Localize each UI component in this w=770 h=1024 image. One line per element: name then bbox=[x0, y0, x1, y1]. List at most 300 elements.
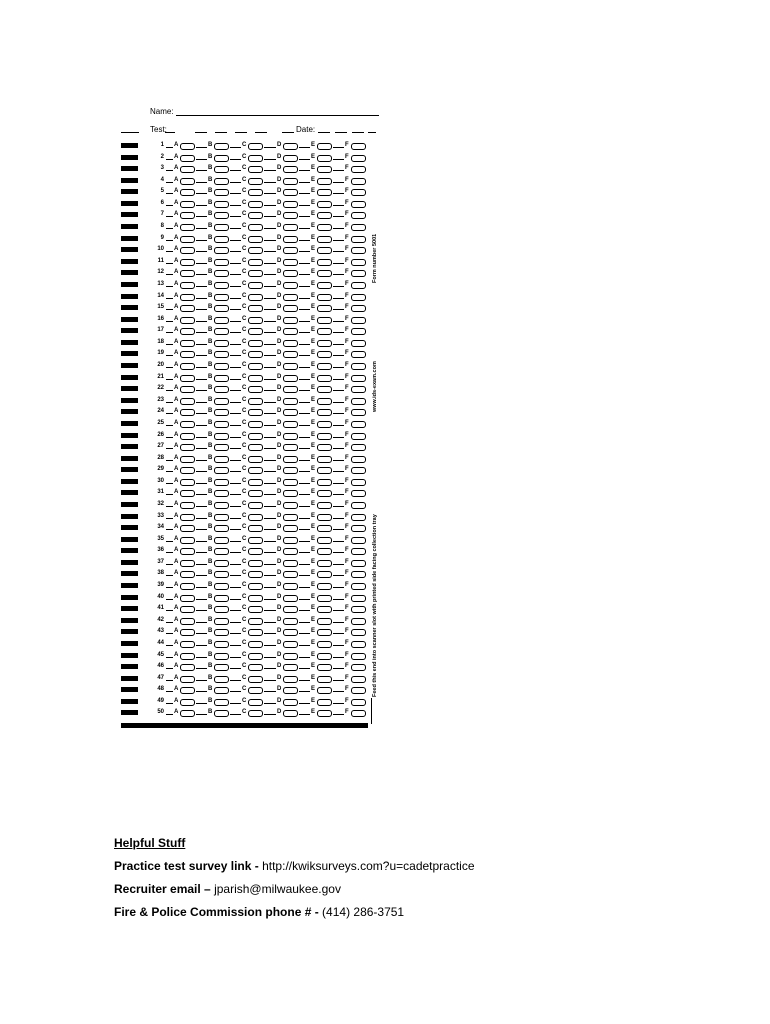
answer-bubble-e[interactable] bbox=[317, 595, 332, 602]
answer-bubble-b[interactable] bbox=[214, 363, 229, 370]
answer-bubble-b[interactable] bbox=[214, 351, 229, 358]
answer-bubble-a[interactable] bbox=[180, 212, 195, 219]
answer-bubble-b[interactable] bbox=[214, 340, 229, 347]
answer-bubble-e[interactable] bbox=[317, 386, 332, 393]
answer-bubble-a[interactable] bbox=[180, 305, 195, 312]
answer-bubble-f[interactable] bbox=[351, 166, 366, 173]
answer-bubble-b[interactable] bbox=[214, 571, 229, 578]
answer-bubble-c[interactable] bbox=[248, 247, 263, 254]
answer-bubble-a[interactable] bbox=[180, 537, 195, 544]
answer-bubble-a[interactable] bbox=[180, 676, 195, 683]
answer-bubble-f[interactable] bbox=[351, 456, 366, 463]
answer-bubble-c[interactable] bbox=[248, 282, 263, 289]
answer-bubble-b[interactable] bbox=[214, 270, 229, 277]
answer-bubble-f[interactable] bbox=[351, 467, 366, 474]
answer-bubble-d[interactable] bbox=[283, 537, 298, 544]
answer-bubble-a[interactable] bbox=[180, 294, 195, 301]
answer-bubble-d[interactable] bbox=[283, 236, 298, 243]
answer-bubble-d[interactable] bbox=[283, 294, 298, 301]
answer-bubble-a[interactable] bbox=[180, 479, 195, 486]
answer-bubble-f[interactable] bbox=[351, 676, 366, 683]
answer-bubble-c[interactable] bbox=[248, 444, 263, 451]
answer-bubble-b[interactable] bbox=[214, 606, 229, 613]
answer-bubble-a[interactable] bbox=[180, 595, 195, 602]
answer-bubble-b[interactable] bbox=[214, 259, 229, 266]
answer-bubble-c[interactable] bbox=[248, 155, 263, 162]
answer-bubble-d[interactable] bbox=[283, 305, 298, 312]
answer-bubble-e[interactable] bbox=[317, 351, 332, 358]
answer-bubble-d[interactable] bbox=[283, 479, 298, 486]
answer-bubble-e[interactable] bbox=[317, 305, 332, 312]
answer-bubble-c[interactable] bbox=[248, 178, 263, 185]
answer-bubble-e[interactable] bbox=[317, 699, 332, 706]
answer-bubble-c[interactable] bbox=[248, 571, 263, 578]
answer-bubble-e[interactable] bbox=[317, 687, 332, 694]
answer-bubble-f[interactable] bbox=[351, 351, 366, 358]
answer-bubble-b[interactable] bbox=[214, 236, 229, 243]
answer-bubble-f[interactable] bbox=[351, 525, 366, 532]
answer-bubble-b[interactable] bbox=[214, 398, 229, 405]
answer-bubble-e[interactable] bbox=[317, 375, 332, 382]
answer-bubble-e[interactable] bbox=[317, 363, 332, 370]
answer-bubble-d[interactable] bbox=[283, 201, 298, 208]
answer-bubble-c[interactable] bbox=[248, 328, 263, 335]
answer-bubble-c[interactable] bbox=[248, 676, 263, 683]
answer-bubble-d[interactable] bbox=[283, 548, 298, 555]
answer-bubble-a[interactable] bbox=[180, 328, 195, 335]
answer-bubble-f[interactable] bbox=[351, 386, 366, 393]
answer-bubble-d[interactable] bbox=[283, 282, 298, 289]
answer-bubble-d[interactable] bbox=[283, 664, 298, 671]
answer-bubble-e[interactable] bbox=[317, 571, 332, 578]
answer-bubble-b[interactable] bbox=[214, 664, 229, 671]
answer-bubble-d[interactable] bbox=[283, 653, 298, 660]
answer-bubble-f[interactable] bbox=[351, 687, 366, 694]
answer-bubble-c[interactable] bbox=[248, 560, 263, 567]
answer-bubble-c[interactable] bbox=[248, 687, 263, 694]
answer-bubble-a[interactable] bbox=[180, 618, 195, 625]
answer-bubble-a[interactable] bbox=[180, 178, 195, 185]
answer-bubble-a[interactable] bbox=[180, 224, 195, 231]
answer-bubble-f[interactable] bbox=[351, 433, 366, 440]
answer-bubble-d[interactable] bbox=[283, 375, 298, 382]
answer-bubble-f[interactable] bbox=[351, 490, 366, 497]
answer-bubble-f[interactable] bbox=[351, 537, 366, 544]
answer-bubble-f[interactable] bbox=[351, 178, 366, 185]
answer-bubble-c[interactable] bbox=[248, 224, 263, 231]
answer-bubble-d[interactable] bbox=[283, 143, 298, 150]
answer-bubble-b[interactable] bbox=[214, 548, 229, 555]
answer-bubble-b[interactable] bbox=[214, 201, 229, 208]
answer-bubble-e[interactable] bbox=[317, 433, 332, 440]
answer-bubble-b[interactable] bbox=[214, 421, 229, 428]
answer-bubble-f[interactable] bbox=[351, 595, 366, 602]
answer-bubble-c[interactable] bbox=[248, 433, 263, 440]
answer-bubble-b[interactable] bbox=[214, 305, 229, 312]
answer-bubble-d[interactable] bbox=[283, 514, 298, 521]
answer-bubble-b[interactable] bbox=[214, 317, 229, 324]
answer-bubble-a[interactable] bbox=[180, 641, 195, 648]
answer-bubble-a[interactable] bbox=[180, 247, 195, 254]
answer-bubble-d[interactable] bbox=[283, 398, 298, 405]
answer-bubble-e[interactable] bbox=[317, 224, 332, 231]
answer-bubble-a[interactable] bbox=[180, 687, 195, 694]
answer-bubble-c[interactable] bbox=[248, 421, 263, 428]
answer-bubble-a[interactable] bbox=[180, 629, 195, 636]
answer-bubble-c[interactable] bbox=[248, 398, 263, 405]
answer-bubble-c[interactable] bbox=[248, 664, 263, 671]
answer-bubble-c[interactable] bbox=[248, 699, 263, 706]
answer-bubble-d[interactable] bbox=[283, 456, 298, 463]
recruiter-email[interactable]: jparish@milwaukee.gov bbox=[214, 882, 341, 896]
answer-bubble-c[interactable] bbox=[248, 166, 263, 173]
answer-bubble-d[interactable] bbox=[283, 676, 298, 683]
answer-bubble-d[interactable] bbox=[283, 328, 298, 335]
answer-bubble-f[interactable] bbox=[351, 201, 366, 208]
answer-bubble-c[interactable] bbox=[248, 606, 263, 613]
answer-bubble-a[interactable] bbox=[180, 490, 195, 497]
answer-bubble-a[interactable] bbox=[180, 143, 195, 150]
answer-bubble-f[interactable] bbox=[351, 629, 366, 636]
answer-bubble-f[interactable] bbox=[351, 328, 366, 335]
answer-bubble-e[interactable] bbox=[317, 514, 332, 521]
answer-bubble-b[interactable] bbox=[214, 294, 229, 301]
answer-bubble-d[interactable] bbox=[283, 629, 298, 636]
answer-bubble-e[interactable] bbox=[317, 629, 332, 636]
answer-bubble-e[interactable] bbox=[317, 189, 332, 196]
answer-bubble-f[interactable] bbox=[351, 282, 366, 289]
answer-bubble-c[interactable] bbox=[248, 456, 263, 463]
answer-bubble-a[interactable] bbox=[180, 375, 195, 382]
answer-bubble-d[interactable] bbox=[283, 444, 298, 451]
answer-bubble-d[interactable] bbox=[283, 490, 298, 497]
answer-bubble-f[interactable] bbox=[351, 363, 366, 370]
answer-bubble-d[interactable] bbox=[283, 560, 298, 567]
answer-bubble-b[interactable] bbox=[214, 247, 229, 254]
answer-bubble-e[interactable] bbox=[317, 340, 332, 347]
answer-bubble-f[interactable] bbox=[351, 317, 366, 324]
answer-bubble-e[interactable] bbox=[317, 282, 332, 289]
answer-bubble-f[interactable] bbox=[351, 247, 366, 254]
answer-bubble-d[interactable] bbox=[283, 317, 298, 324]
answer-bubble-f[interactable] bbox=[351, 189, 366, 196]
answer-bubble-b[interactable] bbox=[214, 710, 229, 717]
answer-bubble-f[interactable] bbox=[351, 548, 366, 555]
answer-bubble-b[interactable] bbox=[214, 676, 229, 683]
answer-bubble-f[interactable] bbox=[351, 514, 366, 521]
answer-bubble-a[interactable] bbox=[180, 467, 195, 474]
answer-bubble-f[interactable] bbox=[351, 479, 366, 486]
answer-bubble-a[interactable] bbox=[180, 502, 195, 509]
answer-bubble-f[interactable] bbox=[351, 710, 366, 717]
answer-bubble-a[interactable] bbox=[180, 351, 195, 358]
answer-bubble-c[interactable] bbox=[248, 375, 263, 382]
answer-bubble-f[interactable] bbox=[351, 502, 366, 509]
answer-bubble-f[interactable] bbox=[351, 143, 366, 150]
answer-bubble-c[interactable] bbox=[248, 653, 263, 660]
answer-bubble-b[interactable] bbox=[214, 537, 229, 544]
answer-bubble-a[interactable] bbox=[180, 444, 195, 451]
answer-bubble-e[interactable] bbox=[317, 409, 332, 416]
answer-bubble-c[interactable] bbox=[248, 595, 263, 602]
answer-bubble-c[interactable] bbox=[248, 490, 263, 497]
answer-bubble-d[interactable] bbox=[283, 259, 298, 266]
answer-bubble-f[interactable] bbox=[351, 236, 366, 243]
answer-bubble-b[interactable] bbox=[214, 143, 229, 150]
answer-bubble-c[interactable] bbox=[248, 270, 263, 277]
answer-bubble-c[interactable] bbox=[248, 537, 263, 544]
answer-bubble-a[interactable] bbox=[180, 514, 195, 521]
answer-bubble-b[interactable] bbox=[214, 386, 229, 393]
answer-bubble-a[interactable] bbox=[180, 433, 195, 440]
answer-bubble-b[interactable] bbox=[214, 178, 229, 185]
answer-bubble-b[interactable] bbox=[214, 456, 229, 463]
answer-bubble-c[interactable] bbox=[248, 618, 263, 625]
answer-bubble-b[interactable] bbox=[214, 629, 229, 636]
answer-bubble-f[interactable] bbox=[351, 641, 366, 648]
answer-bubble-c[interactable] bbox=[248, 143, 263, 150]
answer-bubble-a[interactable] bbox=[180, 583, 195, 590]
answer-bubble-a[interactable] bbox=[180, 456, 195, 463]
answer-bubble-a[interactable] bbox=[180, 386, 195, 393]
answer-bubble-f[interactable] bbox=[351, 270, 366, 277]
answer-bubble-b[interactable] bbox=[214, 375, 229, 382]
answer-bubble-c[interactable] bbox=[248, 317, 263, 324]
answer-bubble-e[interactable] bbox=[317, 421, 332, 428]
answer-bubble-f[interactable] bbox=[351, 259, 366, 266]
answer-bubble-d[interactable] bbox=[283, 502, 298, 509]
answer-bubble-f[interactable] bbox=[351, 699, 366, 706]
answer-bubble-f[interactable] bbox=[351, 305, 366, 312]
answer-bubble-f[interactable] bbox=[351, 606, 366, 613]
answer-bubble-b[interactable] bbox=[214, 490, 229, 497]
answer-bubble-d[interactable] bbox=[283, 189, 298, 196]
answer-bubble-c[interactable] bbox=[248, 212, 263, 219]
answer-bubble-b[interactable] bbox=[214, 583, 229, 590]
answer-bubble-e[interactable] bbox=[317, 201, 332, 208]
answer-bubble-c[interactable] bbox=[248, 236, 263, 243]
answer-bubble-b[interactable] bbox=[214, 479, 229, 486]
answer-bubble-a[interactable] bbox=[180, 653, 195, 660]
answer-bubble-e[interactable] bbox=[317, 467, 332, 474]
answer-bubble-d[interactable] bbox=[283, 247, 298, 254]
answer-bubble-c[interactable] bbox=[248, 363, 263, 370]
answer-bubble-a[interactable] bbox=[180, 699, 195, 706]
answer-bubble-d[interactable] bbox=[283, 421, 298, 428]
answer-bubble-e[interactable] bbox=[317, 676, 332, 683]
answer-bubble-c[interactable] bbox=[248, 259, 263, 266]
answer-bubble-a[interactable] bbox=[180, 236, 195, 243]
answer-bubble-e[interactable] bbox=[317, 247, 332, 254]
answer-bubble-d[interactable] bbox=[283, 363, 298, 370]
answer-bubble-f[interactable] bbox=[351, 155, 366, 162]
answer-bubble-e[interactable] bbox=[317, 259, 332, 266]
answer-bubble-c[interactable] bbox=[248, 340, 263, 347]
answer-bubble-c[interactable] bbox=[248, 294, 263, 301]
answer-bubble-c[interactable] bbox=[248, 641, 263, 648]
answer-bubble-a[interactable] bbox=[180, 363, 195, 370]
answer-bubble-b[interactable] bbox=[214, 166, 229, 173]
answer-bubble-b[interactable] bbox=[214, 641, 229, 648]
answer-bubble-a[interactable] bbox=[180, 560, 195, 567]
answer-bubble-d[interactable] bbox=[283, 386, 298, 393]
answer-bubble-a[interactable] bbox=[180, 571, 195, 578]
answer-bubble-f[interactable] bbox=[351, 664, 366, 671]
answer-bubble-b[interactable] bbox=[214, 212, 229, 219]
answer-bubble-d[interactable] bbox=[283, 525, 298, 532]
answer-bubble-e[interactable] bbox=[317, 653, 332, 660]
answer-bubble-f[interactable] bbox=[351, 409, 366, 416]
answer-bubble-f[interactable] bbox=[351, 560, 366, 567]
answer-bubble-a[interactable] bbox=[180, 664, 195, 671]
answer-bubble-c[interactable] bbox=[248, 502, 263, 509]
answer-bubble-d[interactable] bbox=[283, 270, 298, 277]
answer-bubble-d[interactable] bbox=[283, 583, 298, 590]
answer-bubble-b[interactable] bbox=[214, 653, 229, 660]
answer-bubble-f[interactable] bbox=[351, 375, 366, 382]
answer-bubble-e[interactable] bbox=[317, 328, 332, 335]
answer-bubble-e[interactable] bbox=[317, 398, 332, 405]
answer-bubble-f[interactable] bbox=[351, 421, 366, 428]
answer-bubble-e[interactable] bbox=[317, 525, 332, 532]
answer-bubble-d[interactable] bbox=[283, 687, 298, 694]
answer-bubble-a[interactable] bbox=[180, 189, 195, 196]
answer-bubble-f[interactable] bbox=[351, 571, 366, 578]
answer-bubble-b[interactable] bbox=[214, 189, 229, 196]
answer-bubble-c[interactable] bbox=[248, 201, 263, 208]
answer-bubble-a[interactable] bbox=[180, 166, 195, 173]
answer-bubble-e[interactable] bbox=[317, 710, 332, 717]
answer-bubble-b[interactable] bbox=[214, 409, 229, 416]
answer-bubble-b[interactable] bbox=[214, 224, 229, 231]
answer-bubble-e[interactable] bbox=[317, 178, 332, 185]
answer-bubble-c[interactable] bbox=[248, 629, 263, 636]
answer-bubble-d[interactable] bbox=[283, 351, 298, 358]
answer-bubble-b[interactable] bbox=[214, 618, 229, 625]
answer-bubble-e[interactable] bbox=[317, 456, 332, 463]
answer-bubble-e[interactable] bbox=[317, 212, 332, 219]
answer-bubble-a[interactable] bbox=[180, 340, 195, 347]
answer-bubble-f[interactable] bbox=[351, 212, 366, 219]
answer-bubble-f[interactable] bbox=[351, 444, 366, 451]
answer-bubble-e[interactable] bbox=[317, 166, 332, 173]
answer-bubble-f[interactable] bbox=[351, 583, 366, 590]
answer-bubble-d[interactable] bbox=[283, 155, 298, 162]
answer-bubble-c[interactable] bbox=[248, 351, 263, 358]
answer-bubble-a[interactable] bbox=[180, 398, 195, 405]
answer-bubble-d[interactable] bbox=[283, 595, 298, 602]
answer-bubble-a[interactable] bbox=[180, 421, 195, 428]
answer-bubble-e[interactable] bbox=[317, 548, 332, 555]
answer-bubble-d[interactable] bbox=[283, 571, 298, 578]
answer-bubble-b[interactable] bbox=[214, 514, 229, 521]
answer-bubble-e[interactable] bbox=[317, 641, 332, 648]
answer-bubble-c[interactable] bbox=[248, 514, 263, 521]
answer-bubble-b[interactable] bbox=[214, 467, 229, 474]
answer-bubble-a[interactable] bbox=[180, 606, 195, 613]
answer-bubble-e[interactable] bbox=[317, 270, 332, 277]
answer-bubble-b[interactable] bbox=[214, 595, 229, 602]
answer-bubble-b[interactable] bbox=[214, 560, 229, 567]
answer-bubble-e[interactable] bbox=[317, 479, 332, 486]
answer-bubble-a[interactable] bbox=[180, 201, 195, 208]
answer-bubble-d[interactable] bbox=[283, 433, 298, 440]
answer-bubble-a[interactable] bbox=[180, 317, 195, 324]
answer-bubble-f[interactable] bbox=[351, 653, 366, 660]
answer-bubble-d[interactable] bbox=[283, 166, 298, 173]
answer-bubble-f[interactable] bbox=[351, 340, 366, 347]
answer-bubble-e[interactable] bbox=[317, 618, 332, 625]
answer-bubble-e[interactable] bbox=[317, 537, 332, 544]
answer-bubble-c[interactable] bbox=[248, 583, 263, 590]
answer-bubble-e[interactable] bbox=[317, 606, 332, 613]
answer-bubble-a[interactable] bbox=[180, 259, 195, 266]
answer-bubble-b[interactable] bbox=[214, 699, 229, 706]
survey-link[interactable]: http://kwiksurveys.com?u=cadetpractice bbox=[262, 859, 475, 873]
answer-bubble-e[interactable] bbox=[317, 502, 332, 509]
answer-bubble-b[interactable] bbox=[214, 687, 229, 694]
answer-bubble-b[interactable] bbox=[214, 282, 229, 289]
answer-bubble-d[interactable] bbox=[283, 618, 298, 625]
answer-bubble-d[interactable] bbox=[283, 699, 298, 706]
answer-bubble-b[interactable] bbox=[214, 328, 229, 335]
answer-bubble-b[interactable] bbox=[214, 502, 229, 509]
answer-bubble-b[interactable] bbox=[214, 155, 229, 162]
answer-bubble-c[interactable] bbox=[248, 386, 263, 393]
answer-bubble-f[interactable] bbox=[351, 398, 366, 405]
answer-bubble-d[interactable] bbox=[283, 710, 298, 717]
answer-bubble-c[interactable] bbox=[248, 710, 263, 717]
answer-bubble-a[interactable] bbox=[180, 409, 195, 416]
answer-bubble-a[interactable] bbox=[180, 710, 195, 717]
answer-bubble-c[interactable] bbox=[248, 525, 263, 532]
answer-bubble-f[interactable] bbox=[351, 224, 366, 231]
answer-bubble-c[interactable] bbox=[248, 467, 263, 474]
answer-bubble-c[interactable] bbox=[248, 409, 263, 416]
answer-bubble-e[interactable] bbox=[317, 560, 332, 567]
answer-bubble-b[interactable] bbox=[214, 433, 229, 440]
answer-bubble-d[interactable] bbox=[283, 224, 298, 231]
answer-bubble-a[interactable] bbox=[180, 525, 195, 532]
answer-bubble-a[interactable] bbox=[180, 548, 195, 555]
answer-bubble-d[interactable] bbox=[283, 467, 298, 474]
answer-bubble-b[interactable] bbox=[214, 444, 229, 451]
answer-bubble-a[interactable] bbox=[180, 155, 195, 162]
answer-bubble-c[interactable] bbox=[248, 479, 263, 486]
answer-bubble-e[interactable] bbox=[317, 444, 332, 451]
answer-bubble-c[interactable] bbox=[248, 305, 263, 312]
answer-bubble-e[interactable] bbox=[317, 294, 332, 301]
answer-bubble-e[interactable] bbox=[317, 664, 332, 671]
answer-bubble-f[interactable] bbox=[351, 294, 366, 301]
answer-bubble-e[interactable] bbox=[317, 155, 332, 162]
answer-bubble-e[interactable] bbox=[317, 317, 332, 324]
answer-bubble-d[interactable] bbox=[283, 409, 298, 416]
answer-bubble-e[interactable] bbox=[317, 143, 332, 150]
answer-bubble-e[interactable] bbox=[317, 236, 332, 243]
answer-bubble-c[interactable] bbox=[248, 548, 263, 555]
answer-bubble-d[interactable] bbox=[283, 178, 298, 185]
answer-bubble-a[interactable] bbox=[180, 270, 195, 277]
answer-bubble-e[interactable] bbox=[317, 583, 332, 590]
answer-bubble-c[interactable] bbox=[248, 189, 263, 196]
answer-bubble-d[interactable] bbox=[283, 606, 298, 613]
answer-bubble-e[interactable] bbox=[317, 490, 332, 497]
answer-bubble-f[interactable] bbox=[351, 618, 366, 625]
answer-bubble-d[interactable] bbox=[283, 340, 298, 347]
answer-bubble-d[interactable] bbox=[283, 641, 298, 648]
answer-bubble-d[interactable] bbox=[283, 212, 298, 219]
